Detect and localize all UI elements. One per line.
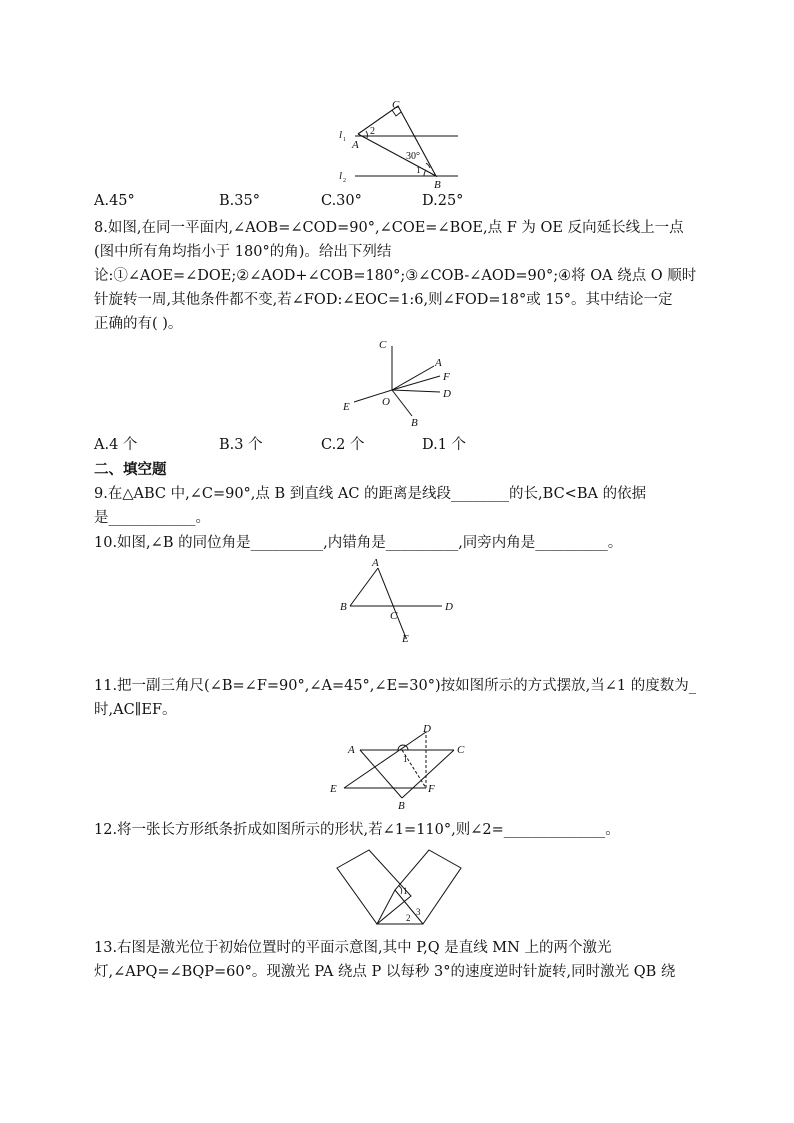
q8-line-1: 8.如图,在同一平面内,∠AOB=∠COD=90°,∠COE=∠BOE,点 F 为 OE 反向延长线上一点 [94, 220, 684, 236]
q7-label-B: B [434, 179, 441, 191]
q7-label-l1: l [339, 129, 343, 141]
q7-label-C: C [392, 99, 400, 111]
q8-label-A: A [435, 357, 442, 369]
q7-option-d: D.25° [422, 193, 464, 209]
q8-figure [340, 338, 460, 430]
q11-line-2: 时,AC∥EF。 [94, 702, 177, 718]
q10-figure [338, 556, 464, 646]
q8-line-4: 针旋转一周,其他条件都不变,若∠FOD:∠EOC=1:6,则∠FOD=18°或 15°。其中结论一定 [94, 292, 673, 308]
q8-label-D: D [443, 388, 451, 400]
q10-label-B: B [340, 601, 347, 613]
q11-figure [326, 722, 474, 812]
q12-angle-1: 1 [403, 886, 408, 896]
q10-label-C: C [390, 610, 398, 622]
q12-angle-3: 3 [416, 907, 421, 917]
q8-label-C: C [379, 339, 387, 351]
q8-label-O: O [382, 396, 390, 408]
q8-option-d: D.1 个 [422, 437, 467, 453]
q8-line-3: 论:①∠AOE=∠DOE;②∠AOD+∠COB=180°;③∠COB-∠AOD=90°;④将 OA 绕点 O 顺时 [94, 268, 697, 284]
q8-line-5: 正确的有( )。 [94, 316, 183, 332]
q11-label-A: A [348, 744, 355, 756]
q7-angle-30: 30° [406, 151, 420, 162]
q11-angle-1: 1 [403, 754, 408, 764]
q12-angle-2: 2 [406, 913, 411, 923]
q12-line: 12.将一张长方形纸条折成如图所示的形状,若∠1=110°,则∠2=______________。 [94, 822, 620, 838]
q10-label-D: D [445, 601, 453, 613]
q7-angle-1: 1 [416, 165, 421, 175]
q7-label-A: A [352, 139, 359, 151]
q7-figure [330, 96, 470, 190]
q7-angle-2: 2 [370, 126, 375, 137]
q11-label-C: C [457, 744, 465, 756]
q10-label-E: E [402, 633, 409, 645]
q7-label-l2: l [339, 170, 343, 182]
q11-label-D: D [423, 723, 431, 735]
q11-label-B: B [398, 800, 405, 812]
q8-line-2: (图中所有角均指小于 180°的角)。给出下列结 [94, 244, 392, 260]
q11-label-F: F [428, 783, 435, 795]
q7-option-b: B.35° [219, 193, 260, 209]
q8-label-E: E [343, 401, 350, 413]
q7-label-l2-sub: 2 [343, 178, 346, 184]
q9-line-2: 是____________。 [94, 510, 210, 526]
q7-option-c: C.30° [321, 193, 362, 209]
q12-figure [333, 846, 467, 928]
q10-line: 10.如图,∠B 的同位角是__________,内错角是__________,同旁内角是__________。 [94, 535, 623, 551]
q8-label-F: F [443, 371, 450, 383]
q13-line-2: 灯,∠APQ=∠BQP=60°。现激光 PA 绕点 P 以每秒 3°的速度逆时针旋转,同时激光 QB 绕 [94, 964, 676, 980]
section-heading: 二、填空题 [94, 461, 167, 478]
q8-label-B: B [411, 417, 418, 429]
q8-option-a: A.4 个 [94, 437, 138, 453]
q9-line-1: 9.在△ABC 中,∠C=90°,点 B 到直线 AC 的距离是线段________的长,BC<BA 的依据 [94, 486, 647, 502]
q7-label-l1-sub: 1 [343, 137, 346, 143]
q8-option-c: C.2 个 [321, 437, 365, 453]
q10-label-A: A [372, 557, 379, 569]
q7-option-a: A.45° [94, 193, 135, 209]
q8-option-b: B.3 个 [219, 437, 263, 453]
q11-line-1: 11.把一副三角尺(∠B=∠F=90°,∠A=45°,∠E=30°)按如图所示的方式摆放,当∠1 的度数为_ [94, 678, 697, 694]
q11-label-E: E [330, 783, 337, 795]
q13-line-1: 13.右图是激光位于初始位置时的平面示意图,其中 P,Q 是直线 MN 上的两个激光 [94, 940, 612, 956]
